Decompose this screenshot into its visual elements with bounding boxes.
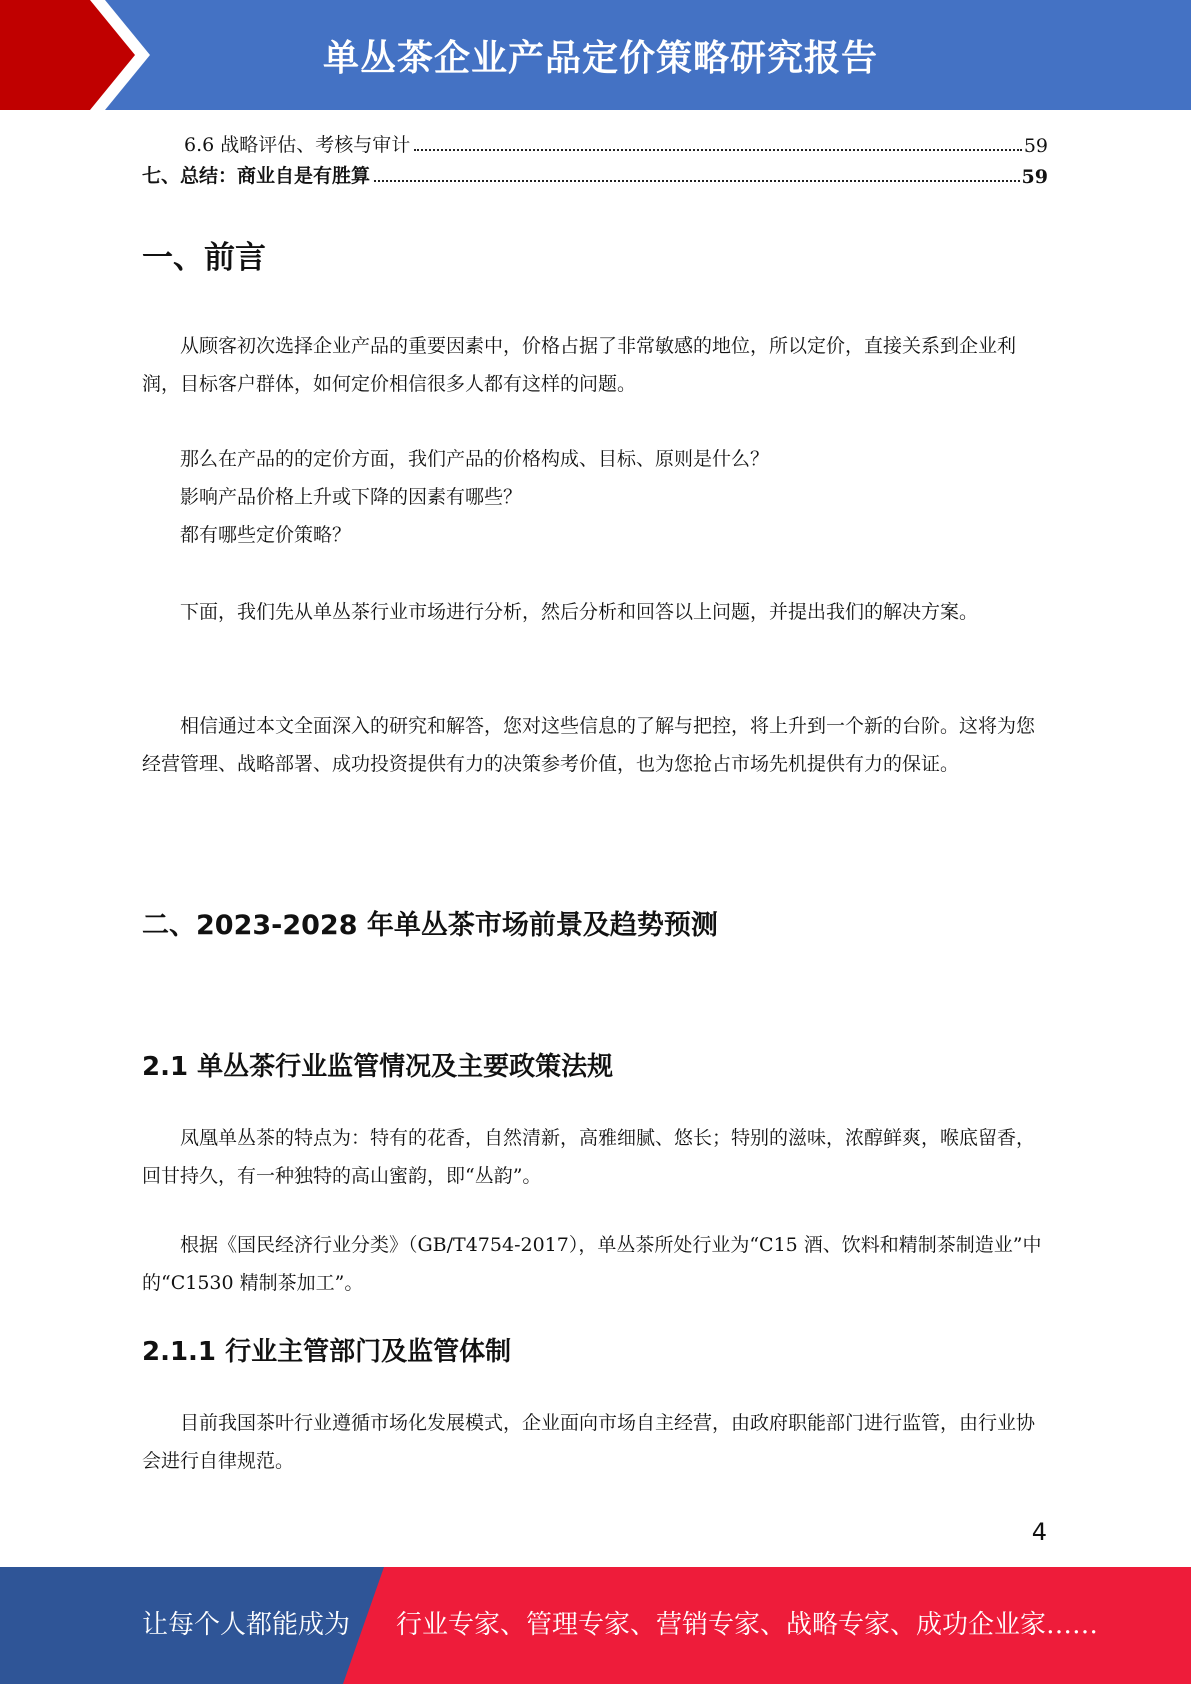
subsubsection-paragraph: [142, 1404, 1048, 1480]
subsubsection-heading-wrap: [142, 1331, 1048, 1368]
preface-paragraph: [142, 593, 1048, 631]
paragraph: 相信通过本文全面深入的研究和解答，您对这些信息的了解与把控，将上升到一个新的台阶。这将为您经营管理、战略部署、成功投资提供有力的决策参考价值，也为您抢占市场先机提供有力的保证。: [142, 715, 1036, 775]
preface-paragraph: [142, 707, 1048, 783]
paragraph: 凤凰单丛茶的特点为：特有的花香，自然清新，高雅细腻、悠长；特别的滋味，浓醇鲜爽，喉底留香，回甘持久，有一种独特的高山蜜韵，即“丛韵”。: [142, 1127, 1036, 1187]
footer-slogan-right: 行业专家、管理专家、营销专家、战略专家、成功企业家……: [396, 1610, 1099, 1640]
page-header: [0, 0, 1191, 110]
preface-paragraph: [142, 327, 1048, 403]
toc-leader-dots: [374, 180, 1020, 182]
footer-slogan-left: 让每个人都能成为: [142, 1610, 351, 1640]
paragraph: 目前我国茶叶行业遵循市场化发展模式，企业面向市场自主经营，由政府职能部门进行监管，由行业协会进行自律规范。: [142, 1412, 1036, 1472]
page-footer: [0, 1567, 1191, 1684]
section-preface-heading-wrap: [142, 232, 1048, 277]
paragraph: 从顾客初次选择企业产品的重要因素中，价格占据了非常敏感的地位，所以定价，直接关系到企业利润，目标客户群体，如何定价相信很多人都有这样的问题。: [142, 335, 1017, 395]
section-market-heading-wrap: [142, 903, 1048, 942]
subsection-heading-wrap: [142, 1046, 1048, 1083]
page-number: 4: [1031, 1518, 1047, 1546]
toc-entry-label: 七、总结：商业自是有胜算: [142, 165, 371, 187]
toc-entry[interactable]: [142, 126, 1048, 157]
section-heading: 一、前言: [142, 240, 266, 276]
toc-continuation: [142, 126, 1048, 188]
subsection-paragraph: [142, 1119, 1048, 1195]
paragraph: 根据《国民经济行业分类》（GB/T4754-2017），单丛茶所处行业为“C15 酒、饮料和精制茶制造业”中的“C1530 精制茶加工”。: [142, 1234, 1042, 1294]
subsubsection-heading: 2.1.1 行业主管部门及监管体制: [142, 1337, 512, 1367]
section-heading: 二、2023-2028 年单丛茶市场前景及趋势预测: [142, 910, 718, 941]
question-line: 影响产品价格上升或下降的因素有哪些？: [180, 486, 523, 508]
toc-entry-page: 59: [1023, 135, 1048, 157]
paragraph: 下面，我们先从单丛茶行业市场进行分析，然后分析和回答以上问题，并提出我们的解决方案。: [180, 601, 979, 623]
toc-entry-label: 6.6 战略评估、考核与审计: [184, 134, 411, 156]
preface-questions: [142, 440, 1048, 554]
toc-entry[interactable]: [142, 157, 1048, 188]
question-line: 那么在产品的的定价方面，我们产品的价格构成、目标、原则是什么？: [180, 448, 770, 470]
toc-leader-dots: [414, 149, 1022, 151]
subsection-paragraph: [142, 1226, 1048, 1302]
report-title: 单丛茶企业产品定价策略研究报告: [322, 37, 878, 79]
question-line: 都有哪些定价策略？: [180, 524, 352, 546]
subsection-heading: 2.1 单丛茶行业监管情况及主要政策法规: [142, 1052, 614, 1082]
toc-entry-page: 59: [1021, 166, 1048, 188]
